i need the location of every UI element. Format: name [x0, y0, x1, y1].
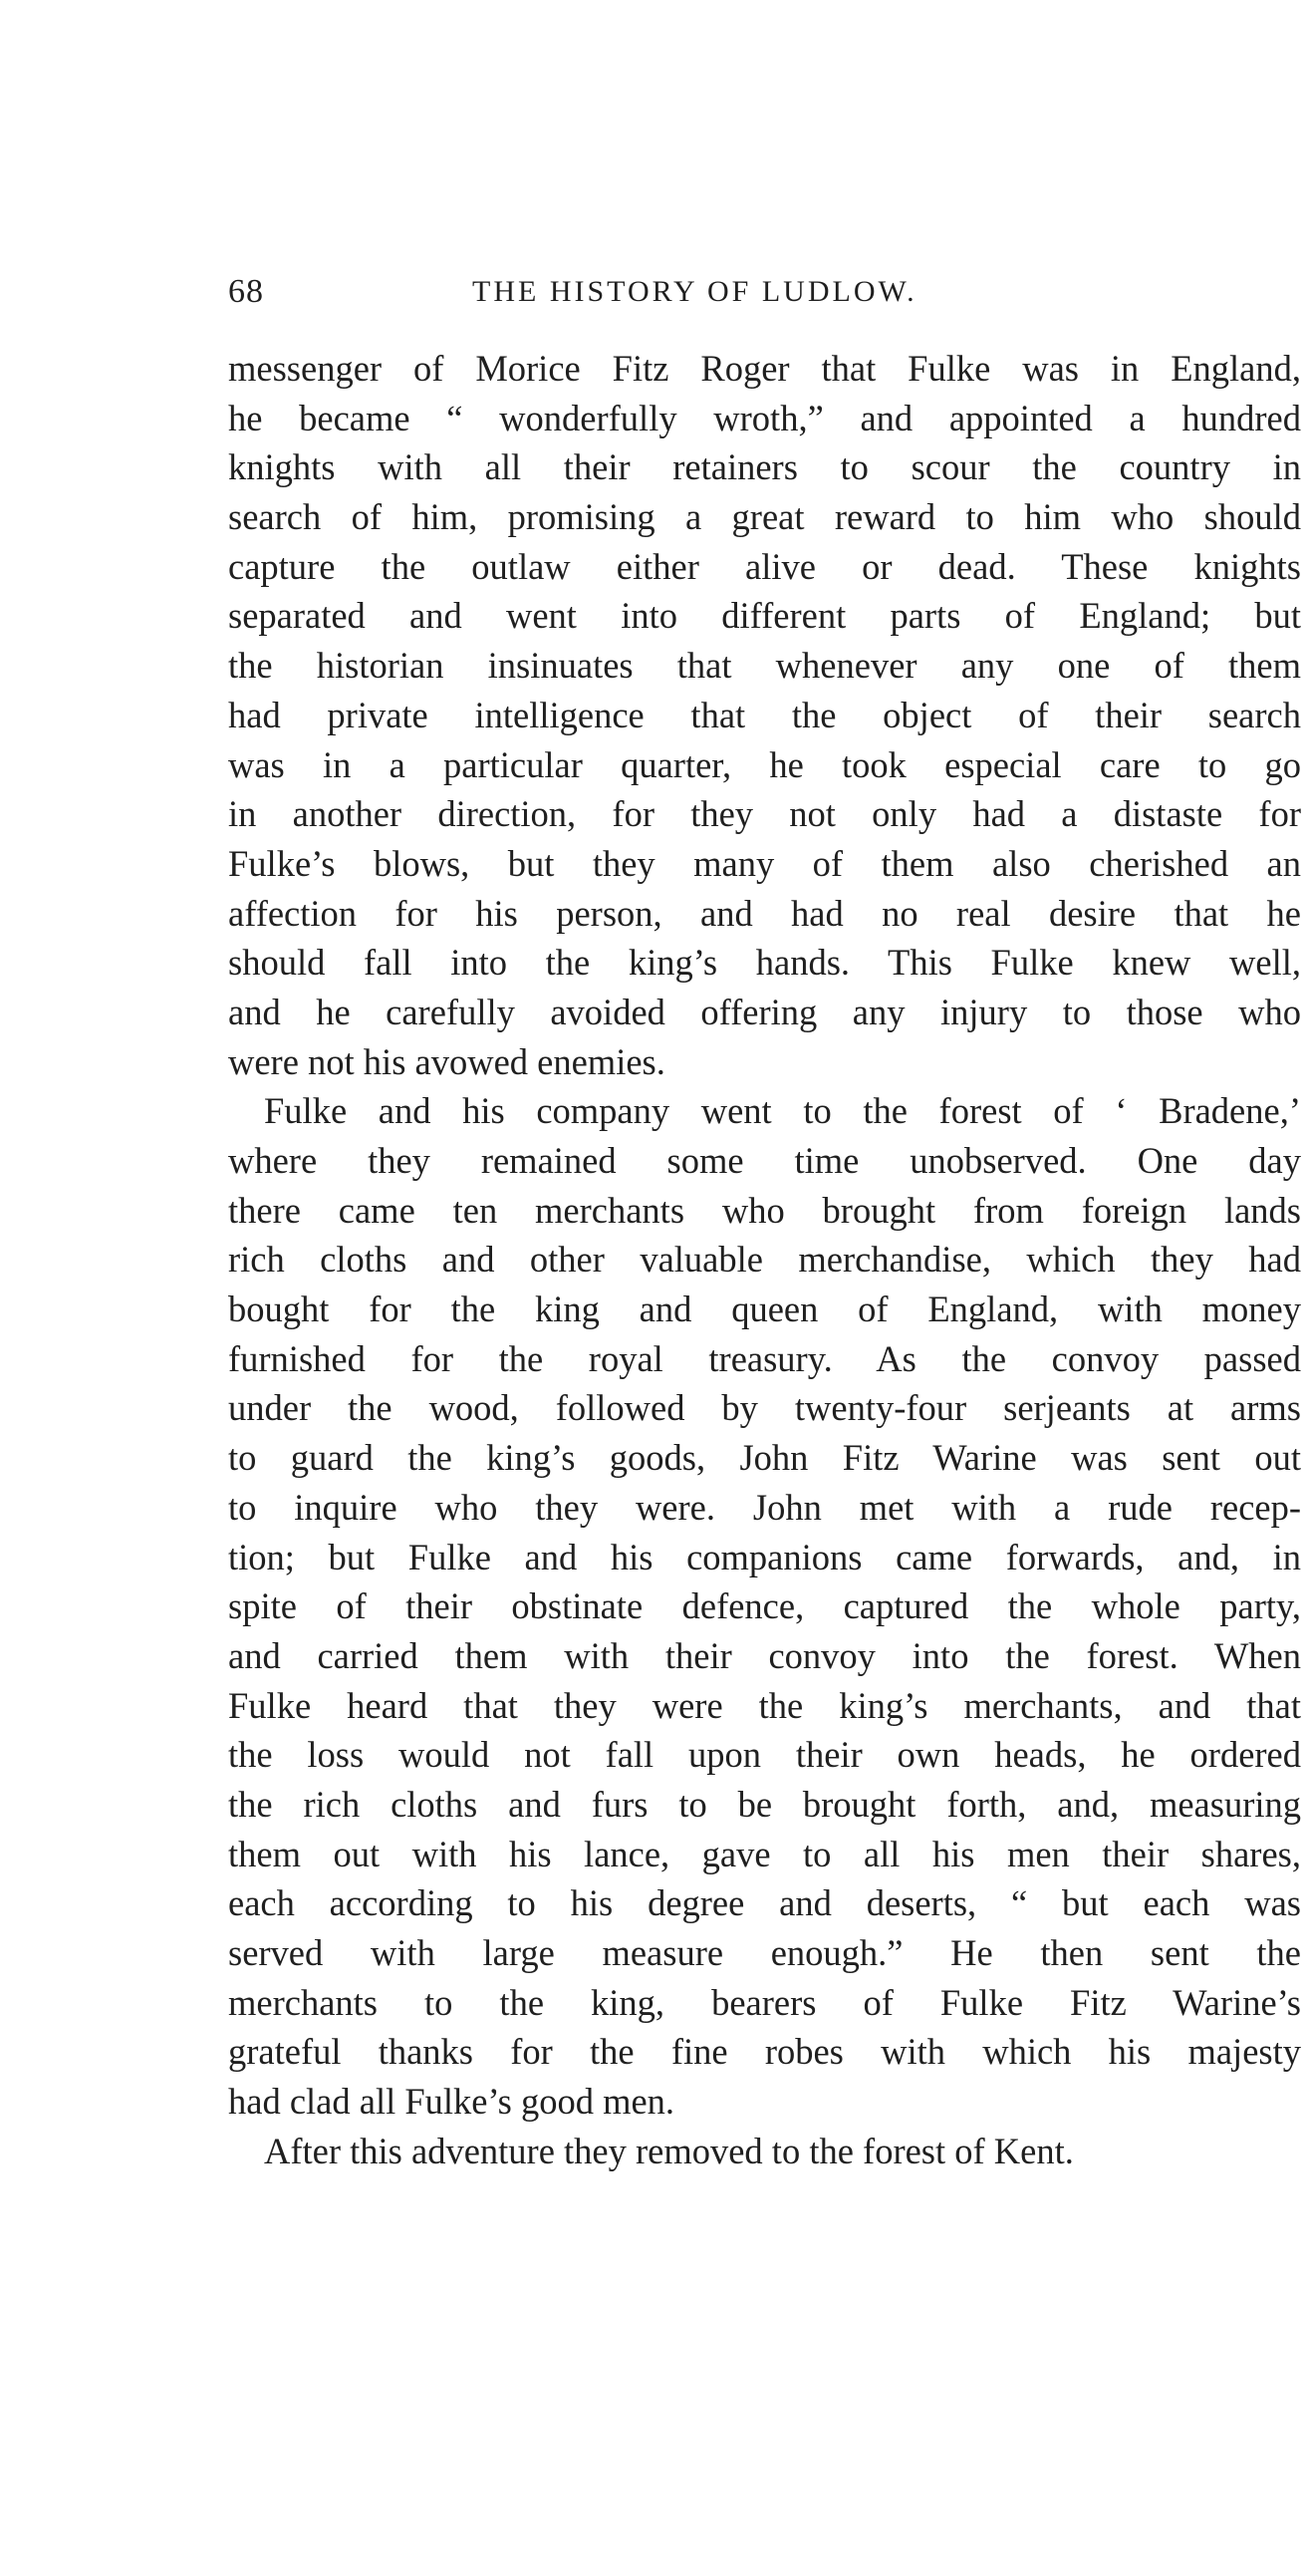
text-line: merchants to the king, bearers of Fulke Fitz Warine’s — [228, 1981, 1301, 2023]
text-line: furnished for the royal treasury. As the convoy passed — [228, 1337, 1301, 1379]
page-number: 68 — [228, 273, 264, 310]
text-line: grateful thanks for the fine robes with which his majesty — [228, 2031, 1301, 2073]
text-line: and carried them with their convoy into the forest. When — [228, 1634, 1301, 1676]
running-head — [228, 267, 1301, 317]
text-line: rich cloths and other valuable merchandise, which they had — [228, 1239, 1301, 1281]
text-line: should fall into the king’s hands. This Fulke knew well, — [228, 942, 1301, 984]
text-line: there came ten merchants who brought from foreign lands — [228, 1189, 1301, 1231]
text-line: had private intelligence that the object of their search — [228, 694, 1301, 735]
text-line: had clad all Fulke’s good men. — [228, 2081, 675, 2123]
text-line: Fulke’s blows, but they many of them also cherished an — [228, 842, 1301, 884]
text-line: where they remained some time unobserved. One day — [228, 1140, 1301, 1181]
paragraph-start-line: Fulke and his company went to the forest of ‘ Bradene,’ — [264, 1090, 1301, 1132]
text-line: search of him, promising a great reward to him who should — [228, 496, 1301, 538]
text-line: in another direction, for they not only had a distaste for — [228, 793, 1301, 835]
text-line: to guard the king’s goods, John Fitz Warine was sent out — [228, 1437, 1301, 1479]
text-line: affection for his person, and had no real desire that he — [228, 892, 1301, 934]
body-text — [228, 344, 1301, 2175]
text-line: them out with his lance, gave to all his men their shares, — [228, 1833, 1301, 1874]
text-line: messenger of Morice Fitz Roger that Fulke was in England, — [228, 348, 1301, 389]
text-line: each according to his degree and deserts, “ but each was — [228, 1882, 1301, 1924]
text-line: the historian insinuates that whenever any one of them — [228, 645, 1301, 687]
text-line: the rich cloths and furs to be brought forth, and, measuring — [228, 1783, 1301, 1825]
text-line: were not his avowed enemies. — [228, 1040, 665, 1082]
text-line: tion; but Fulke and his companions came forwards, and, in — [228, 1536, 1301, 1577]
text-line: he became “ wonderfully wroth,” and appointed a hundred — [228, 397, 1301, 438]
text-line: under the wood, followed by twenty-four serjeants at arms — [228, 1387, 1301, 1429]
text-line: and he carefully avoided offering any injury to those who — [228, 991, 1301, 1032]
text-line: was in a particular quarter, he took especial care to go — [228, 743, 1301, 785]
text-line: served with large measure enough.” He then sent the — [228, 1932, 1301, 1973]
text-line: separated and went into different parts of England; but — [228, 595, 1301, 637]
text-line: spite of their obstinate defence, captured the whole party, — [228, 1585, 1301, 1627]
text-line: Fulke heard that they were the king’s merchants, and that — [228, 1684, 1301, 1726]
text-line: the loss would not fall upon their own heads, he ordered — [228, 1734, 1301, 1776]
paragraph-start-line: After this adventure they removed to the forest of Kent. — [264, 2130, 1074, 2171]
running-title: THE HISTORY OF LUDLOW. — [472, 275, 917, 308]
text-line: to inquire who they were. John met with a rude recep- — [228, 1486, 1301, 1528]
text-line: capture the outlaw either alive or dead. These knights — [228, 545, 1301, 587]
text-line: bought for the king and queen of England, with money — [228, 1288, 1301, 1330]
text-line: knights with all their retainers to scour the country in — [228, 446, 1301, 488]
